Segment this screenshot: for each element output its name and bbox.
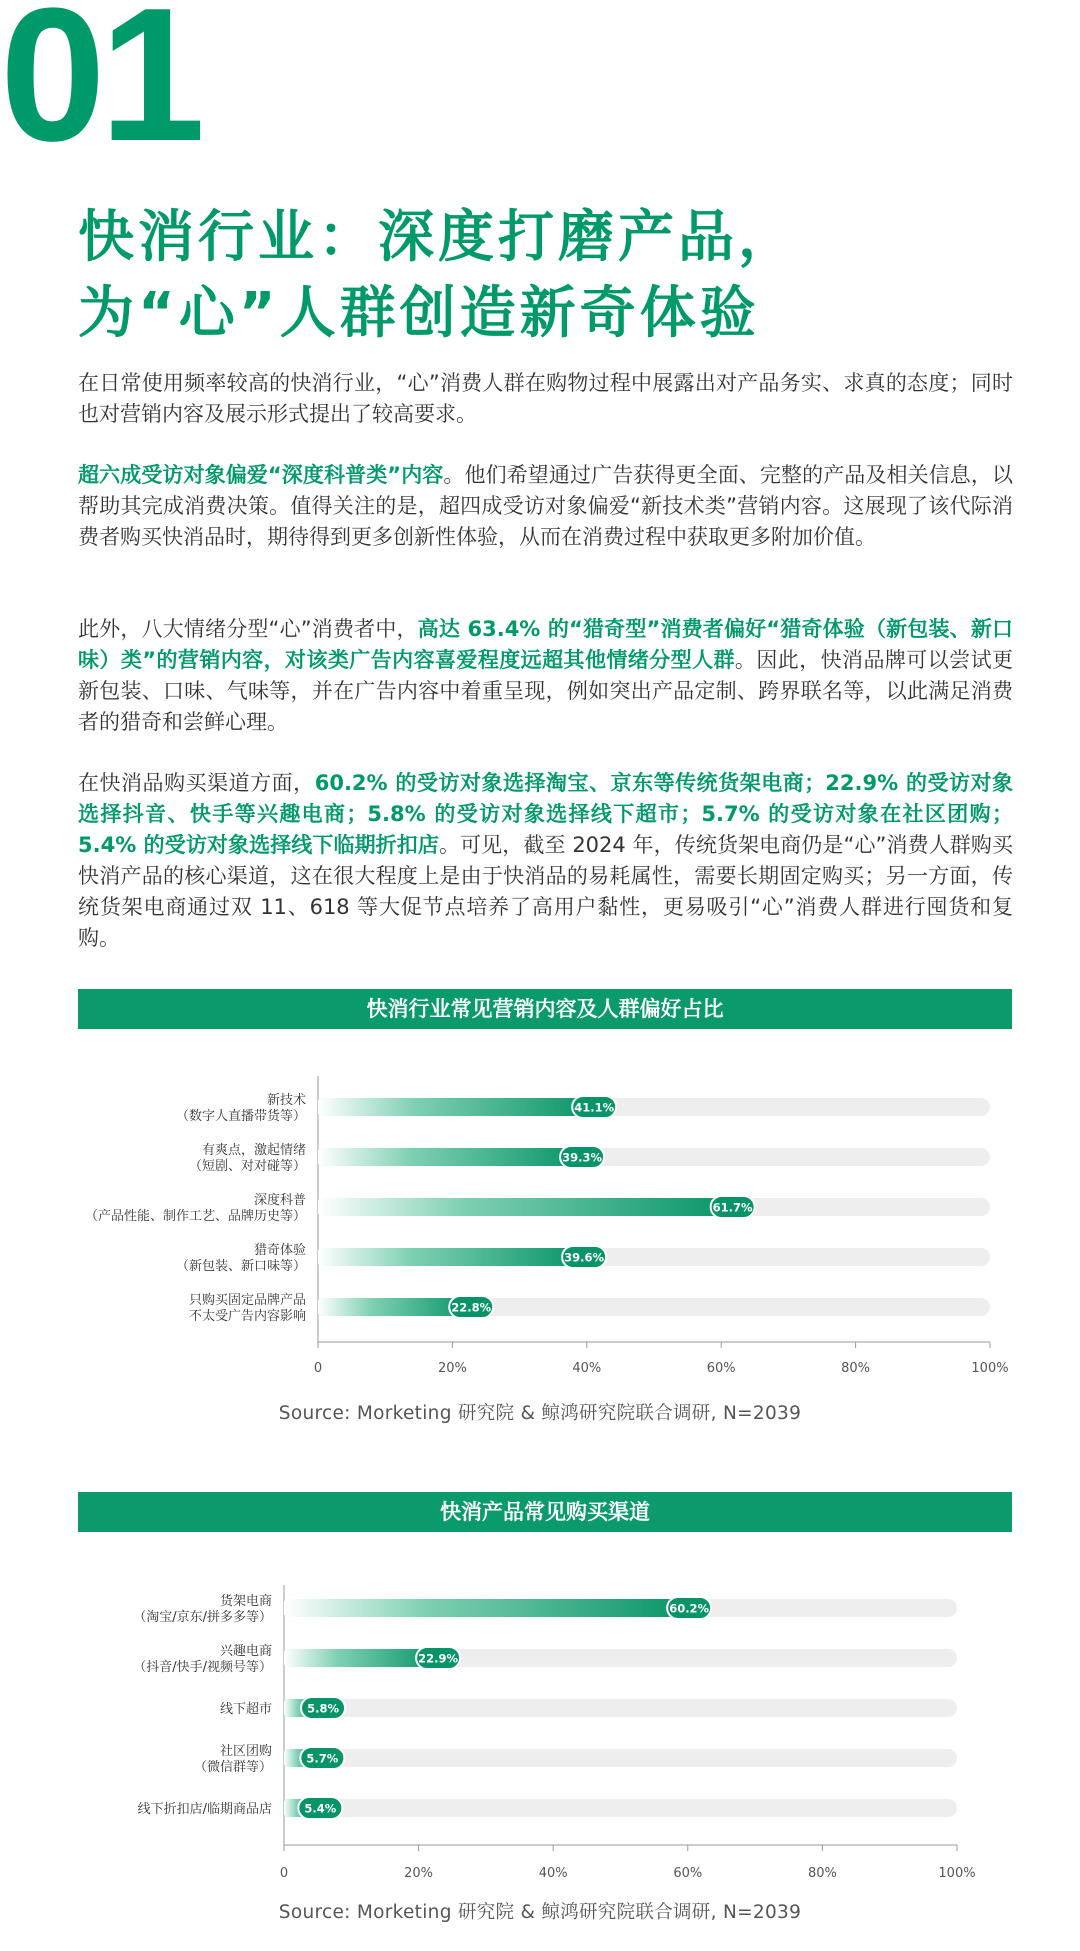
bar xyxy=(318,1198,733,1216)
x-tick-label: 80% xyxy=(841,1361,871,1376)
body-text: 在快消品购买渠道方面， xyxy=(78,771,315,795)
data-label xyxy=(449,1296,493,1318)
category-label xyxy=(220,1701,272,1717)
title-line-1: 快消行业：深度打磨产品， xyxy=(78,205,798,270)
category-label xyxy=(189,1142,306,1174)
category-label xyxy=(194,1743,272,1775)
page-title xyxy=(78,200,1038,352)
bar xyxy=(318,1248,584,1266)
x-tick-label: 20% xyxy=(404,1866,434,1881)
category-label-line: 只购买固定品牌产品 xyxy=(188,1293,306,1308)
data-label xyxy=(300,1747,344,1769)
body-text: 。因此，快消品牌可以尝试更新包装、口味、气味等，并在广告内容中着重呈现，例如突出产品定制、跨界联名等，以此满足消费者的猎奇和尝鲜心理。 xyxy=(78,648,1013,734)
data-label-text: 60.2% xyxy=(669,1601,710,1616)
paragraph-2 xyxy=(78,460,1013,553)
category-label-line: （数字人直播带货等） xyxy=(175,1109,306,1124)
category-label-line: （新包装、新口味等） xyxy=(175,1259,306,1274)
bar xyxy=(284,1649,438,1667)
body-text: 此外，八大情绪分型“心”消费者中， xyxy=(78,617,418,641)
data-label-text: 61.7% xyxy=(712,1200,753,1215)
x-tick-label: 0 xyxy=(279,1866,289,1881)
category-label-line: 货架电商 xyxy=(219,1594,272,1609)
data-label xyxy=(572,1096,616,1118)
data-label-text: 5.4% xyxy=(304,1801,337,1816)
data-label-text: 39.6% xyxy=(564,1250,605,1265)
x-tick-label: 60% xyxy=(706,1361,736,1376)
paragraph-4 xyxy=(78,768,1013,954)
category-label-line: （抖音/快手/视频号等） xyxy=(133,1660,272,1675)
bar xyxy=(318,1148,582,1166)
chart-2-title: 快消产品常见购买渠道 xyxy=(78,1492,1012,1532)
chart-1-title: 快消行业常见营销内容及人群偏好占比 xyxy=(78,989,1012,1029)
bar xyxy=(284,1599,689,1617)
x-tick-label: 40% xyxy=(538,1866,568,1881)
highlight-text: 60.2% 的受访对象选择淘宝、京东等传统货架电商；22.9% 的受访对象选择抖音、快手等兴趣电商；5.8% 的受访对象选择线下超市；5.7% 的受访对象在社区团购；5.4% 的受访对象选择线下临期折扣店 xyxy=(78,771,1014,857)
data-label xyxy=(562,1246,606,1268)
bar-track xyxy=(284,1799,957,1817)
x-tick-label: 100% xyxy=(971,1361,1009,1376)
bar-track xyxy=(284,1749,957,1767)
category-label-line: （微信群等） xyxy=(193,1760,272,1775)
body-text: 。他们希望通过广告获得更全面、完整的产品及相关信息，以帮助其完成消费决策。值得关注的是，超四成受访对象偏爱“新技术类”营销内容。这展现了该代际消费者购买快消品时，期待得到更多创新性体验，从而在消费过程中获取更多附加价值。 xyxy=(78,463,1013,549)
highlight-text: 超六成受访对象偏爱“深度科普类”内容 xyxy=(78,463,444,487)
category-label-line: 新技术 xyxy=(266,1093,306,1108)
data-label-text: 41.1% xyxy=(574,1100,615,1115)
paragraph-1 xyxy=(78,368,1013,430)
data-label xyxy=(301,1697,345,1719)
data-label-text: 22.9% xyxy=(418,1651,459,1666)
x-tick-label: 40% xyxy=(572,1361,602,1376)
body-text: 。可见，截至 2024 年，传统货架电商仍是“心”消费人群购买快消产品的核心渠道，这在很大程度上是由于快消品的易耗属性，需要长期固定购买；另一方面，传统货架电商通过双 11、618 等大促节点培养了高用户黏性，更易吸引“心”消费人群进行囤货和复购。 xyxy=(78,833,1013,950)
data-label xyxy=(560,1146,604,1168)
category-label-line: 有爽点，激起情绪 xyxy=(201,1143,306,1158)
body-text: 在日常使用频率较高的快消行业，“心”消费人群在购物过程中展露出对产品务实、求真的态度；同时也对营销内容及展示形式提出了较高要求。 xyxy=(78,371,1013,426)
category-label xyxy=(133,1643,272,1675)
category-label xyxy=(189,1292,306,1324)
x-tick-label: 0 xyxy=(313,1361,323,1376)
category-label xyxy=(176,1242,306,1274)
bar-track xyxy=(284,1699,957,1717)
data-label-text: 5.7% xyxy=(306,1751,339,1766)
category-label-line: 线下超市 xyxy=(219,1702,272,1717)
category-label-line: 不太受广告内容影响 xyxy=(188,1309,306,1324)
data-label xyxy=(667,1597,711,1619)
chart-1-source: Source: Morketing 研究院 & 鲸鸿研究院联合调研, N=2039 xyxy=(278,1403,802,1424)
data-label xyxy=(298,1797,342,1819)
category-label-line: 深度科普 xyxy=(253,1193,306,1208)
data-label-text: 39.3% xyxy=(562,1150,603,1165)
category-label xyxy=(176,1092,306,1124)
x-tick-label: 100% xyxy=(938,1866,976,1881)
chart-2-plot xyxy=(0,1563,1080,1883)
x-tick-label: 60% xyxy=(673,1866,703,1881)
category-label-line: 猎奇体验 xyxy=(253,1243,306,1258)
x-tick-label: 20% xyxy=(437,1361,467,1376)
bar xyxy=(318,1098,594,1116)
paragraph-3 xyxy=(78,614,1013,738)
category-label-line: 社区团购 xyxy=(219,1744,272,1759)
chapter-number: 01 xyxy=(0,0,200,181)
chart-1-plot xyxy=(0,1060,1080,1380)
category-label xyxy=(85,1192,306,1224)
category-label xyxy=(138,1801,272,1817)
data-label-text: 5.8% xyxy=(307,1701,339,1716)
category-label-line: 线下折扣店/临期商品店 xyxy=(137,1802,272,1817)
category-label xyxy=(133,1593,272,1625)
highlight-text: 高达 63.4% 的“猎奇型”消费者偏好“猎奇体验（新包装、新口味）类”的营销内容，对该类广告内容喜爱程度远超其他情绪分型人群 xyxy=(78,617,1013,672)
category-label-line: （产品性能、制作工艺、品牌历史等） xyxy=(84,1209,306,1224)
category-label-line: （短剧、对对碰等） xyxy=(188,1159,306,1174)
data-label xyxy=(416,1647,460,1669)
x-tick-label: 80% xyxy=(807,1866,837,1881)
title-line-2: 为“心”人群创造新奇体验 xyxy=(78,281,760,346)
category-label-line: 兴趣电商 xyxy=(219,1644,272,1659)
chart-2-source: Source: Morketing 研究院 & 鲸鸿研究院联合调研, N=2039 xyxy=(278,1902,802,1923)
data-label-text: 22.8% xyxy=(451,1300,492,1315)
data-label xyxy=(711,1196,755,1218)
category-label-line: （淘宝/京东/拼多多等） xyxy=(133,1610,272,1625)
